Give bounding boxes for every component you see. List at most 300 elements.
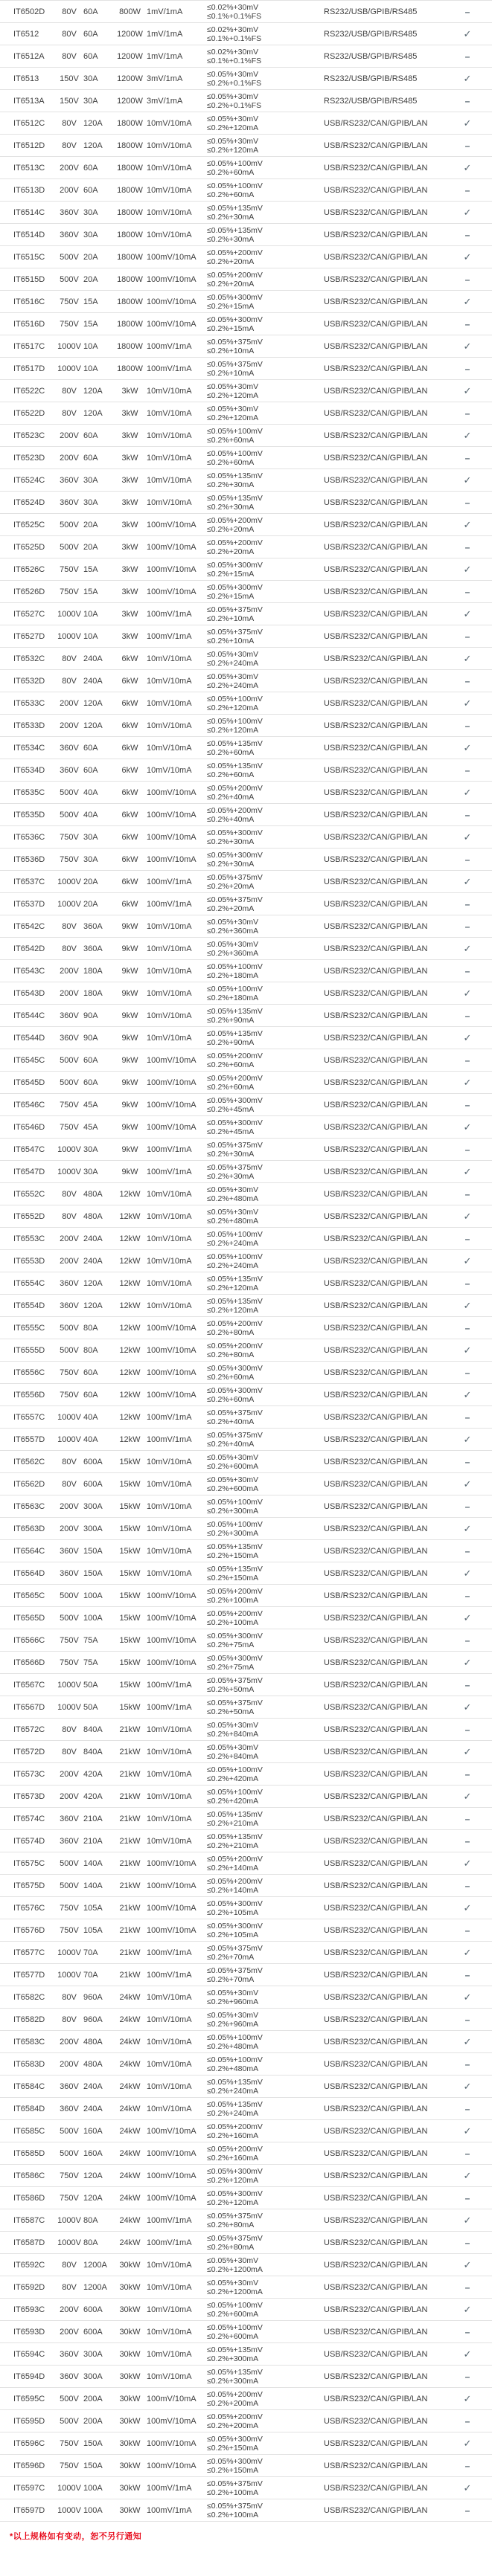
accuracy-cell bbox=[207, 1498, 324, 1516]
availability-mark: – bbox=[464, 2014, 470, 2025]
current-accuracy: ≤0.2%+10mA bbox=[207, 636, 255, 645]
current-accuracy: ≤0.2%+200mA bbox=[207, 2398, 259, 2408]
availability-mark: – bbox=[464, 1969, 470, 1980]
accuracy-cell bbox=[207, 1453, 324, 1471]
availability-mark: ✓ bbox=[463, 384, 472, 396]
current-cell: 60A bbox=[83, 1078, 98, 1087]
power-cell: 15kW bbox=[119, 1658, 141, 1667]
power-cell: 12kW bbox=[119, 1434, 141, 1444]
power-cell: 24kW bbox=[119, 2171, 141, 2180]
model-cell: IT6524C bbox=[13, 475, 45, 485]
resolution-cell: 10mV/10mA bbox=[147, 988, 192, 998]
interfaces-cell: USB/RS232/CAN/GPIB/LAN bbox=[324, 118, 428, 128]
accuracy-cell bbox=[207, 1319, 324, 1337]
power-cell: 1800W bbox=[117, 341, 143, 351]
current-cell: 30A bbox=[83, 96, 98, 106]
accuracy-cell bbox=[207, 2368, 324, 2386]
voltage-accuracy: ≤0.05%+200mV bbox=[207, 1586, 263, 1596]
interfaces-cell: USB/RS232/CAN/GPIB/LAN bbox=[324, 1390, 428, 1400]
voltage-accuracy: ≤0.05%+30mV bbox=[207, 2010, 259, 2020]
model-cell: IT6513D bbox=[13, 185, 45, 195]
availability-mark: ✓ bbox=[463, 1255, 472, 1266]
current-accuracy: ≤0.2%+100mA bbox=[207, 2510, 259, 2519]
availability-mark: ✓ bbox=[463, 28, 472, 39]
current-accuracy: ≤0.2%+30mA bbox=[207, 1171, 255, 1181]
availability-mark: – bbox=[464, 2237, 470, 2248]
interfaces-cell: USB/RS232/CAN/GPIB/LAN bbox=[324, 988, 428, 998]
voltage-cell: 150V bbox=[60, 74, 79, 83]
voltage-accuracy: ≤0.05%+200mV bbox=[207, 2389, 263, 2399]
voltage-accuracy: ≤0.05%+30mV bbox=[207, 69, 259, 79]
interfaces-cell: USB/RS232/CAN/GPIB/LAN bbox=[324, 676, 428, 686]
voltage-cell: 1000V bbox=[57, 341, 81, 351]
voltage-accuracy: ≤0.05%+300mV bbox=[207, 1631, 263, 1640]
availability-mark: ✓ bbox=[463, 1790, 472, 1802]
voltage-cell: 750V bbox=[60, 319, 79, 329]
voltage-cell: 80V bbox=[62, 2015, 77, 2024]
power-cell: 3kW bbox=[121, 431, 138, 440]
resolution-cell: 10mV/10mA bbox=[147, 2282, 192, 2292]
availability-mark: – bbox=[464, 720, 470, 731]
model-cell: IT6553D bbox=[13, 1256, 45, 1266]
availability-mark: ✓ bbox=[463, 206, 472, 218]
current-cell: 30A bbox=[83, 1167, 98, 1176]
model-cell: IT6546C bbox=[13, 1100, 45, 1110]
voltage-cell: 80V bbox=[62, 944, 77, 953]
availability-mark: ✓ bbox=[463, 563, 472, 575]
interfaces-cell: USB/RS232/CAN/GPIB/LAN bbox=[324, 297, 428, 306]
accuracy-cell bbox=[207, 1855, 324, 1873]
voltage-accuracy: ≤0.05%+30mV bbox=[207, 1185, 259, 1194]
table-row bbox=[0, 1741, 492, 1763]
power-cell: 12kW bbox=[119, 1256, 141, 1266]
model-cell: IT6536C bbox=[13, 832, 45, 842]
accuracy-cell bbox=[207, 471, 324, 489]
resolution-cell: 3mV/1mA bbox=[147, 96, 183, 106]
interfaces-cell: USB/RS232/CAN/GPIB/LAN bbox=[324, 1948, 428, 1957]
current-cell: 90A bbox=[83, 1033, 98, 1043]
interfaces-cell: USB/RS232/CAN/GPIB/LAN bbox=[324, 1501, 428, 1511]
current-cell: 120A bbox=[83, 386, 103, 396]
voltage-cell: 80V bbox=[62, 141, 77, 150]
current-accuracy: ≤0.2%+240mA bbox=[207, 1238, 259, 1248]
voltage-cell: 750V bbox=[60, 2438, 79, 2448]
power-cell: 24kW bbox=[119, 2238, 141, 2247]
voltage-cell: 1000V bbox=[57, 2505, 81, 2515]
current-cell: 80A bbox=[83, 2215, 98, 2225]
accuracy-cell bbox=[207, 1163, 324, 1181]
current-accuracy: ≤0.2%+90mA bbox=[207, 1037, 255, 1047]
resolution-cell: 100mV/1mA bbox=[147, 2215, 192, 2225]
current-cell: 420A bbox=[83, 1769, 103, 1779]
model-cell: IT6534C bbox=[13, 743, 45, 753]
power-cell: 15kW bbox=[119, 1501, 141, 1511]
interfaces-cell: USB/RS232/CAN/GPIB/LAN bbox=[324, 1613, 428, 1623]
voltage-accuracy: ≤0.05%+375mV bbox=[207, 1162, 263, 1172]
table-row bbox=[0, 447, 492, 469]
current-accuracy: ≤0.2%+70mA bbox=[207, 1952, 255, 1962]
resolution-cell: 10mV/10mA bbox=[147, 163, 192, 173]
voltage-cell: 80V bbox=[62, 51, 77, 61]
current-accuracy: ≤0.2%+75mA bbox=[207, 1640, 255, 1649]
current-accuracy: ≤0.2%+30mA bbox=[207, 502, 255, 512]
interfaces-cell: USB/RS232/CAN/GPIB/LAN bbox=[324, 1011, 428, 1020]
current-accuracy: ≤0.2%+480mA bbox=[207, 1216, 259, 1226]
power-cell: 3kW bbox=[121, 475, 138, 485]
table-row bbox=[0, 849, 492, 871]
availability-mark: – bbox=[464, 1322, 470, 1333]
interfaces-cell: USB/RS232/CAN/GPIB/LAN bbox=[324, 163, 428, 173]
resolution-cell: 100mV/10mA bbox=[147, 788, 197, 797]
voltage-accuracy: ≤0.05%+135mV bbox=[207, 203, 263, 213]
current-cell: 100A bbox=[83, 1591, 103, 1600]
power-cell: 12kW bbox=[119, 1368, 141, 1377]
voltage-accuracy: ≤0.05%+100mV bbox=[207, 694, 263, 703]
interfaces-cell: RS232/USB/GPIB/RS485 bbox=[324, 51, 418, 61]
voltage-cell: 750V bbox=[60, 1390, 79, 1400]
accuracy-cell bbox=[207, 1632, 324, 1649]
model-cell: IT6546D bbox=[13, 1122, 45, 1132]
table-row bbox=[0, 737, 492, 759]
voltage-cell: 360V bbox=[60, 1546, 79, 1556]
accuracy-cell bbox=[207, 1788, 324, 1806]
current-cell: 60A bbox=[83, 51, 98, 61]
power-cell: 24kW bbox=[119, 2059, 141, 2069]
voltage-accuracy: ≤0.05%+30mV bbox=[207, 1720, 259, 1730]
interfaces-cell: USB/RS232/CAN/GPIB/LAN bbox=[324, 1167, 428, 1176]
model-cell: IT6552C bbox=[13, 1189, 45, 1199]
voltage-cell: 1000V bbox=[57, 1434, 81, 1444]
current-accuracy: ≤0.2%+120mA bbox=[207, 2175, 259, 2185]
current-accuracy: ≤0.2%+10mA bbox=[207, 346, 255, 355]
interfaces-cell: USB/RS232/CAN/GPIB/LAN bbox=[324, 1725, 428, 1734]
table-row bbox=[0, 2366, 492, 2388]
voltage-cell: 200V bbox=[60, 1524, 79, 1533]
current-cell: 240A bbox=[83, 1234, 103, 1243]
interfaces-cell: USB/RS232/CAN/GPIB/LAN bbox=[324, 453, 428, 463]
current-cell: 840A bbox=[83, 1747, 103, 1756]
current-cell: 30A bbox=[83, 832, 98, 842]
current-cell: 210A bbox=[83, 1836, 103, 1846]
resolution-cell: 100mV/10mA bbox=[147, 2438, 197, 2448]
resolution-cell: 10mV/10mA bbox=[147, 743, 192, 753]
voltage-accuracy: ≤0.05%+375mV bbox=[207, 872, 263, 882]
resolution-cell: 100mV/1mA bbox=[147, 1702, 192, 1712]
resolution-cell: 10mV/10mA bbox=[147, 1457, 192, 1466]
current-accuracy: ≤0.2%+45mA bbox=[207, 1104, 255, 1114]
interfaces-cell: USB/RS232/CAN/GPIB/LAN bbox=[324, 2215, 428, 2225]
voltage-cell: 360V bbox=[60, 765, 79, 775]
current-cell: 30A bbox=[83, 1144, 98, 1154]
resolution-cell: 10mV/10mA bbox=[147, 1769, 192, 1779]
resolution-cell: 100mV/10mA bbox=[147, 2171, 197, 2180]
voltage-accuracy: ≤0.05%+30mV bbox=[207, 1742, 259, 1752]
model-cell: IT6556D bbox=[13, 1390, 45, 1400]
model-cell: IT6512A bbox=[13, 51, 45, 61]
accuracy-cell bbox=[207, 2234, 324, 2252]
interfaces-cell: USB/RS232/CAN/GPIB/LAN bbox=[324, 2282, 428, 2292]
current-cell: 240A bbox=[83, 2104, 103, 2113]
resolution-cell: 10mV/10mA bbox=[147, 698, 192, 708]
power-cell: 21kW bbox=[119, 1970, 141, 1980]
power-cell: 1800W bbox=[117, 207, 143, 217]
model-cell: IT6514D bbox=[13, 230, 45, 239]
current-accuracy: ≤0.2%+300mA bbox=[207, 1506, 259, 1516]
model-cell: IT6593D bbox=[13, 2327, 45, 2337]
current-cell: 60A bbox=[83, 185, 98, 195]
interfaces-cell: USB/RS232/CAN/GPIB/LAN bbox=[324, 1858, 428, 1868]
table-row bbox=[0, 715, 492, 737]
current-cell: 140A bbox=[83, 1881, 103, 1890]
interfaces-cell: USB/RS232/CAN/GPIB/LAN bbox=[324, 1747, 428, 1756]
model-cell: IT6516C bbox=[13, 297, 45, 306]
voltage-cell: 200V bbox=[60, 988, 79, 998]
interfaces-cell: USB/RS232/CAN/GPIB/LAN bbox=[324, 743, 428, 753]
voltage-accuracy: ≤0.05%+200mV bbox=[207, 1609, 263, 1618]
current-cell: 600A bbox=[83, 1479, 103, 1489]
resolution-cell: 10mV/10mA bbox=[147, 498, 192, 507]
model-cell: IT6586C bbox=[13, 2171, 45, 2180]
table-row bbox=[0, 2053, 492, 2076]
availability-mark: – bbox=[464, 1411, 470, 1423]
current-cell: 120A bbox=[83, 408, 103, 418]
voltage-cell: 500V bbox=[60, 788, 79, 797]
availability-mark: ✓ bbox=[463, 1299, 472, 1311]
current-accuracy: ≤0.2%+20mA bbox=[207, 524, 255, 534]
power-cell: 30kW bbox=[119, 2349, 141, 2359]
accuracy-cell bbox=[207, 1007, 324, 1025]
accuracy-cell bbox=[207, 1364, 324, 1382]
availability-mark: – bbox=[464, 1925, 470, 1936]
voltage-cell: 1000V bbox=[57, 2215, 81, 2225]
interfaces-cell: USB/RS232/CAN/GPIB/LAN bbox=[324, 2461, 428, 2470]
interfaces-cell: USB/RS232/CAN/GPIB/LAN bbox=[324, 408, 428, 418]
availability-mark: ✓ bbox=[463, 1121, 472, 1133]
current-cell: 40A bbox=[83, 1434, 98, 1444]
interfaces-cell: USB/RS232/CAN/GPIB/LAN bbox=[324, 1078, 428, 1087]
accuracy-cell bbox=[207, 360, 324, 378]
voltage-accuracy: ≤0.05%+200mV bbox=[207, 1854, 263, 1864]
voltage-cell: 360V bbox=[60, 2349, 79, 2359]
voltage-accuracy: ≤0.05%+375mV bbox=[207, 359, 263, 369]
availability-mark: – bbox=[464, 2415, 470, 2427]
voltage-cell: 80V bbox=[62, 676, 77, 686]
availability-mark: ✓ bbox=[463, 474, 472, 486]
current-accuracy: ≤0.2%+60mA bbox=[207, 1394, 255, 1404]
resolution-cell: 100mV/10mA bbox=[147, 1903, 197, 1913]
accuracy-cell bbox=[207, 2390, 324, 2408]
model-cell: IT6513 bbox=[13, 74, 39, 83]
voltage-cell: 500V bbox=[60, 1055, 79, 1065]
model-cell: IT6595D bbox=[13, 2416, 45, 2426]
model-cell: IT6517D bbox=[13, 364, 45, 373]
power-cell: 6kW bbox=[121, 698, 138, 708]
accuracy-cell bbox=[207, 2055, 324, 2073]
model-cell: IT6524D bbox=[13, 498, 45, 507]
availability-mark: – bbox=[464, 1188, 470, 1200]
current-accuracy: ≤0.2%+180mA bbox=[207, 970, 259, 980]
voltage-accuracy: ≤0.05%+100mV bbox=[207, 1229, 263, 1239]
current-cell: 60A bbox=[83, 1055, 98, 1065]
voltage-cell: 80V bbox=[62, 1992, 77, 2002]
accuracy-cell bbox=[207, 1408, 324, 1426]
voltage-accuracy: ≤0.05%+200mV bbox=[207, 2412, 263, 2421]
availability-mark: – bbox=[464, 408, 470, 419]
voltage-cell: 750V bbox=[60, 1658, 79, 1667]
model-cell: IT6525D bbox=[13, 542, 45, 552]
current-cell: 80A bbox=[83, 1323, 98, 1333]
interfaces-cell: USB/RS232/CAN/GPIB/LAN bbox=[324, 252, 428, 262]
voltage-accuracy: ≤0.05%+100mV bbox=[207, 716, 263, 726]
current-accuracy: ≤0.2%+100mA bbox=[207, 2488, 259, 2497]
voltage-cell: 750V bbox=[60, 2193, 79, 2203]
resolution-cell: 100mV/10mA bbox=[147, 1881, 197, 1890]
accuracy-cell bbox=[207, 2345, 324, 2363]
table-row bbox=[0, 268, 492, 291]
accuracy-cell bbox=[207, 2167, 324, 2185]
accuracy-cell bbox=[207, 2279, 324, 2296]
model-cell: IT6557C bbox=[13, 1412, 45, 1422]
resolution-cell: 100mV/1mA bbox=[147, 2483, 192, 2493]
interfaces-cell: USB/RS232/CAN/GPIB/LAN bbox=[324, 1323, 428, 1333]
availability-mark: – bbox=[464, 809, 470, 820]
current-accuracy: ≤0.2%+40mA bbox=[207, 1417, 255, 1426]
resolution-cell: 1mV/1mA bbox=[147, 29, 183, 39]
voltage-cell: 360V bbox=[60, 230, 79, 239]
model-cell: IT6582C bbox=[13, 1992, 45, 2002]
model-cell: IT6576C bbox=[13, 1903, 45, 1913]
table-row bbox=[0, 1562, 492, 1585]
current-cell: 10A bbox=[83, 341, 98, 351]
power-cell: 30kW bbox=[119, 2394, 141, 2403]
current-accuracy: ≤0.2%+80mA bbox=[207, 1327, 255, 1337]
interfaces-cell: USB/RS232/CAN/GPIB/LAN bbox=[324, 1278, 428, 1288]
model-cell: IT6566C bbox=[13, 1635, 45, 1645]
current-accuracy: ≤0.2%+300mA bbox=[207, 2376, 259, 2386]
accuracy-cell bbox=[207, 895, 324, 913]
power-cell: 3kW bbox=[121, 386, 138, 396]
availability-mark: – bbox=[464, 2326, 470, 2337]
resolution-cell: 10mV/10mA bbox=[147, 1524, 192, 1533]
table-row bbox=[0, 2120, 492, 2142]
voltage-accuracy: ≤0.05%+375mV bbox=[207, 2233, 263, 2243]
availability-mark: – bbox=[464, 1278, 470, 1289]
current-cell: 180A bbox=[83, 966, 103, 976]
table-row bbox=[0, 514, 492, 536]
voltage-accuracy: ≤0.05%+30mV bbox=[207, 381, 259, 391]
accuracy-cell bbox=[207, 293, 324, 311]
power-cell: 24kW bbox=[119, 2015, 141, 2024]
resolution-cell: 100mV/1mA bbox=[147, 631, 192, 641]
interfaces-cell: USB/RS232/CAN/GPIB/LAN bbox=[324, 654, 428, 663]
table-row bbox=[0, 648, 492, 670]
availability-mark: ✓ bbox=[463, 608, 472, 619]
interfaces-cell: RS232/USB/GPIB/RS485 bbox=[324, 29, 418, 39]
model-cell: IT6593C bbox=[13, 2305, 45, 2314]
current-accuracy: ≤0.1%+0.1%FS bbox=[207, 11, 262, 21]
accuracy-cell bbox=[207, 1118, 324, 1136]
current-accuracy: ≤0.2%+120mA bbox=[207, 390, 259, 400]
resolution-cell: 100mV/10mA bbox=[147, 1055, 197, 1065]
interfaces-cell: USB/RS232/CAN/GPIB/LAN bbox=[324, 2193, 428, 2203]
accuracy-cell bbox=[207, 48, 324, 65]
voltage-accuracy: ≤0.05%+375mV bbox=[207, 2479, 263, 2488]
current-cell: 60A bbox=[83, 453, 98, 463]
voltage-cell: 80V bbox=[62, 1189, 77, 1199]
resolution-cell: 10mV/10mA bbox=[147, 1546, 192, 1556]
accuracy-cell bbox=[207, 2457, 324, 2475]
voltage-accuracy: ≤0.05%+30mV bbox=[207, 2278, 259, 2287]
resolution-cell: 10mV/10mA bbox=[147, 1211, 192, 1221]
voltage-accuracy: ≤0.05%+30mV bbox=[207, 91, 259, 101]
interfaces-cell: RS232/USB/GPIB/RS485 bbox=[324, 74, 418, 83]
current-cell: 15A bbox=[83, 564, 98, 574]
voltage-accuracy: ≤0.05%+300mV bbox=[207, 1653, 263, 1663]
availability-mark: – bbox=[464, 274, 470, 285]
current-accuracy: ≤0.2%+80mA bbox=[207, 1350, 255, 1359]
availability-mark: ✓ bbox=[463, 72, 472, 84]
accuracy-cell bbox=[207, 2502, 324, 2519]
availability-mark: – bbox=[464, 1768, 470, 1780]
current-cell: 45A bbox=[83, 1122, 98, 1132]
voltage-accuracy: ≤0.05%+100mV bbox=[207, 962, 263, 971]
current-accuracy: ≤0.2%+300mA bbox=[207, 2354, 259, 2363]
table-row bbox=[0, 2254, 492, 2276]
interfaces-cell: USB/RS232/CAN/GPIB/LAN bbox=[324, 2171, 428, 2180]
voltage-accuracy: ≤0.05%+375mV bbox=[207, 627, 263, 637]
voltage-accuracy: ≤0.05%+200mV bbox=[207, 783, 263, 793]
voltage-accuracy: ≤0.05%+135mV bbox=[207, 1274, 263, 1284]
accuracy-cell bbox=[207, 1565, 324, 1582]
current-accuracy: ≤0.2%+360mA bbox=[207, 926, 259, 936]
voltage-cell: 150V bbox=[60, 96, 79, 106]
resolution-cell: 10mV/10mA bbox=[147, 2059, 192, 2069]
resolution-cell: 100mV/10mA bbox=[147, 2416, 197, 2426]
availability-mark: ✓ bbox=[463, 429, 472, 441]
voltage-cell: 360V bbox=[60, 1011, 79, 1020]
resolution-cell: 100mV/1mA bbox=[147, 1948, 192, 1957]
table-row bbox=[0, 2209, 492, 2232]
table-row bbox=[0, 2410, 492, 2432]
voltage-cell: 360V bbox=[60, 207, 79, 217]
resolution-cell: 10mV/10mA bbox=[147, 1479, 192, 1489]
voltage-cell: 360V bbox=[60, 2081, 79, 2091]
availability-mark: ✓ bbox=[463, 2035, 472, 2047]
power-cell: 9kW bbox=[121, 1055, 138, 1065]
model-cell: IT6582D bbox=[13, 2015, 45, 2024]
current-accuracy: ≤0.2%+50mA bbox=[207, 1707, 255, 1716]
current-cell: 60A bbox=[83, 163, 98, 173]
power-cell: 1800W bbox=[117, 252, 143, 262]
model-cell: IT6532C bbox=[13, 654, 45, 663]
table-row bbox=[0, 358, 492, 380]
table-row bbox=[0, 1852, 492, 1875]
availability-mark: ✓ bbox=[463, 1745, 472, 1757]
voltage-accuracy: ≤0.05%+135mV bbox=[207, 1832, 263, 1841]
interfaces-cell: USB/RS232/CAN/GPIB/LAN bbox=[324, 207, 428, 217]
accuracy-cell bbox=[207, 1654, 324, 1672]
model-cell: IT6527D bbox=[13, 631, 45, 641]
model-cell: IT6565C bbox=[13, 1591, 45, 1600]
voltage-accuracy: ≤0.05%+200mV bbox=[207, 1318, 263, 1328]
accuracy-cell bbox=[207, 2100, 324, 2118]
model-cell: IT6595C bbox=[13, 2394, 45, 2403]
table-row bbox=[0, 692, 492, 715]
power-cell: 24kW bbox=[119, 1992, 141, 2002]
voltage-accuracy: ≤0.05%+30mV bbox=[207, 1207, 259, 1217]
current-cell: 30A bbox=[83, 498, 98, 507]
model-cell: IT6547D bbox=[13, 1167, 45, 1176]
